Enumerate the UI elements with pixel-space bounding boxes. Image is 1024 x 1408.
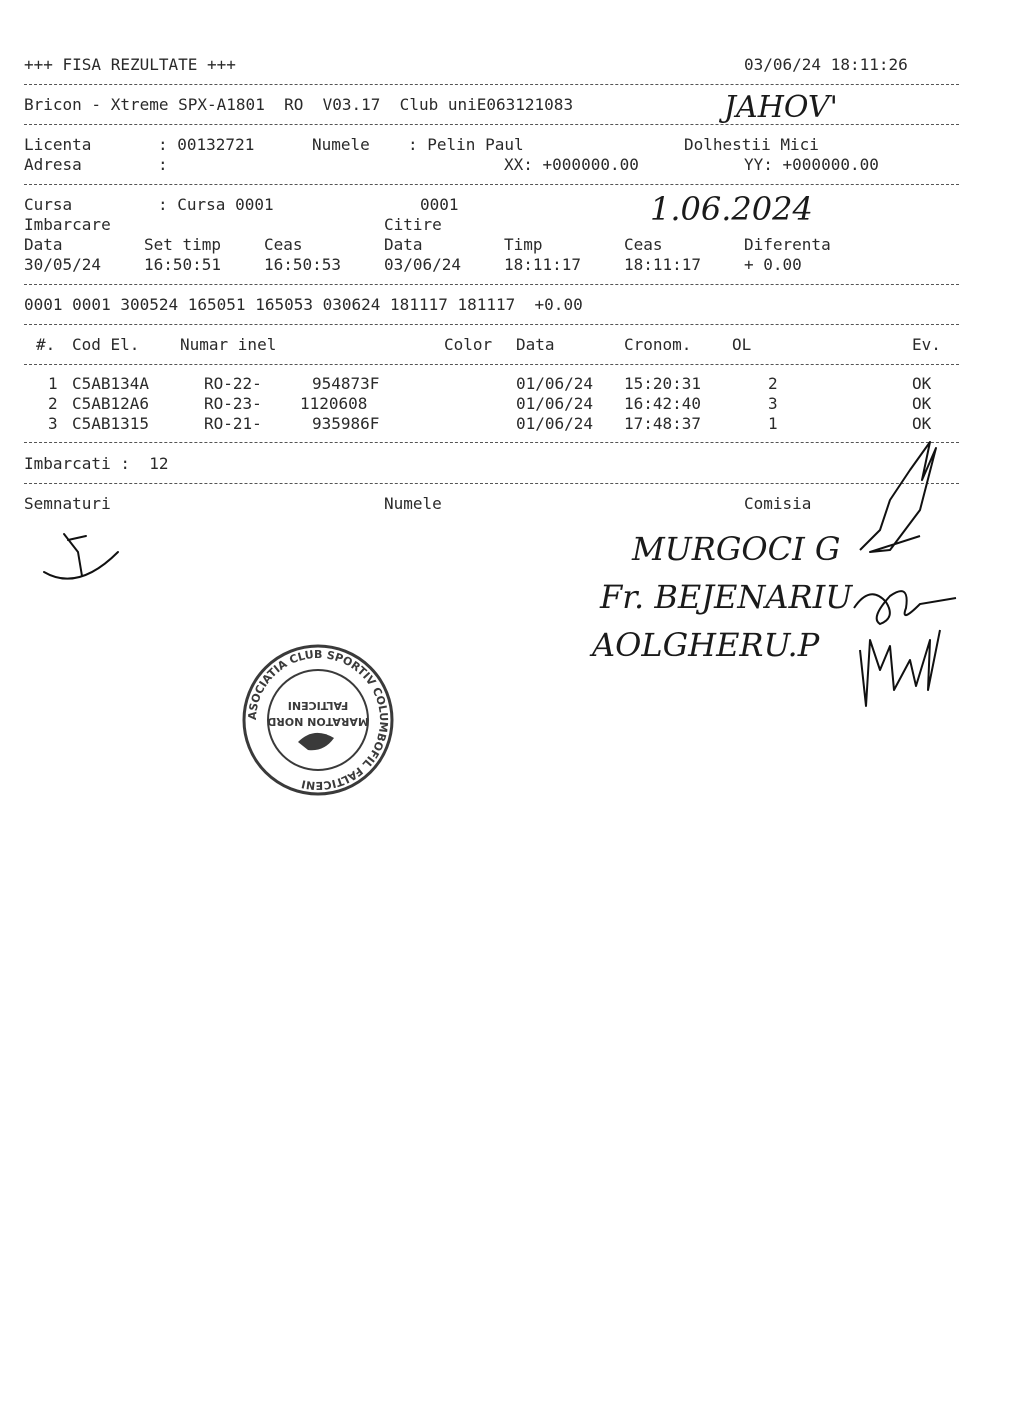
value-set-timp: 16:50:51 bbox=[144, 255, 222, 274]
col-header-timp: Timp bbox=[504, 235, 543, 254]
value-ceas-citire: 18:11:17 bbox=[624, 255, 702, 274]
row-cronom: 17:48:37 bbox=[624, 414, 702, 433]
divider bbox=[24, 284, 959, 285]
semnaturi-label: Semnaturi bbox=[24, 494, 111, 513]
locality: Dolhestii Mici bbox=[684, 135, 819, 154]
adresa-label: Adresa bbox=[24, 155, 82, 174]
row-ev: OK bbox=[912, 394, 932, 413]
commission-name-3: AOLGHERU.P bbox=[592, 626, 820, 664]
club-stamp bbox=[238, 640, 398, 800]
th-ol: OL bbox=[732, 335, 752, 354]
handwritten-name: JAHOV' bbox=[724, 90, 838, 125]
cursa-value: : Cursa 0001 bbox=[158, 195, 274, 214]
code-line: 0001 0001 300524 165051 165053 030624 181117 181117 +0.00 bbox=[24, 295, 583, 314]
commission-name-1: MURGOCI G bbox=[632, 530, 841, 568]
row-data: 01/06/24 bbox=[516, 414, 594, 433]
sheet-timestamp: 03/06/24 18:11:26 bbox=[744, 55, 908, 74]
row-ring: 1120608 bbox=[300, 394, 368, 413]
value-ceas: 16:50:53 bbox=[264, 255, 342, 274]
row-num: 2 bbox=[48, 394, 58, 413]
cursa-code: 0001 bbox=[420, 195, 459, 214]
th-cod: Cod El. bbox=[72, 335, 140, 354]
divider bbox=[24, 124, 959, 125]
divider bbox=[24, 184, 959, 185]
row-ring: 954873F bbox=[312, 374, 380, 393]
value-data: 30/05/24 bbox=[24, 255, 102, 274]
divider bbox=[24, 324, 959, 325]
pigeon-icon bbox=[298, 733, 334, 750]
cursa-label: Cursa bbox=[24, 195, 73, 214]
row-num: 3 bbox=[48, 414, 58, 433]
value-timp: 18:11:17 bbox=[504, 255, 582, 274]
col-header-diferenta: Diferenta bbox=[744, 235, 831, 254]
handwritten-date: 1.06.2024 bbox=[650, 190, 813, 228]
row-prefix: RO-22- bbox=[204, 374, 262, 393]
row-ol: 3 bbox=[768, 394, 778, 413]
th-color: Color bbox=[444, 335, 493, 354]
row-num: 1 bbox=[48, 374, 58, 393]
signature-left bbox=[38, 530, 138, 590]
row-cod: C5AB12A6 bbox=[72, 394, 150, 413]
imbarcare-label: Imbarcare bbox=[24, 215, 111, 234]
row-prefix: RO-21- bbox=[204, 414, 262, 433]
row-cronom: 16:42:40 bbox=[624, 394, 702, 413]
th-cronom: Cronom. bbox=[624, 335, 692, 354]
row-ev: OK bbox=[912, 374, 932, 393]
row-cronom: 15:20:31 bbox=[624, 374, 702, 393]
divider bbox=[24, 483, 959, 484]
numele-label: Numele bbox=[312, 135, 370, 154]
divider bbox=[24, 442, 959, 443]
col-header-set-timp: Set timp bbox=[144, 235, 222, 254]
th-inel: Numar inel bbox=[180, 335, 277, 354]
licenta-value: : 00132721 bbox=[158, 135, 255, 154]
row-ev: OK bbox=[912, 414, 932, 433]
device-line: Bricon - Xtreme SPX-A1801 RO V03.17 Club uniE063121083 bbox=[24, 95, 574, 114]
col-header-data: Data bbox=[24, 235, 63, 254]
th-data: Data bbox=[516, 335, 555, 354]
divider bbox=[24, 84, 959, 85]
row-cod: C5AB1315 bbox=[72, 414, 150, 433]
row-ol: 2 bbox=[768, 374, 778, 393]
row-cod: C5AB134A bbox=[72, 374, 150, 393]
col-header-ceas: Ceas bbox=[264, 235, 303, 254]
numele-value: : Pelin Paul bbox=[408, 135, 524, 154]
stamp-outer-text: ASOCIATIA CLUB SPORTIV COLUMBOFIL FALTICENI bbox=[245, 647, 391, 793]
row-ring: 935986F bbox=[312, 414, 380, 433]
row-data: 01/06/24 bbox=[516, 394, 594, 413]
th-num: #. bbox=[36, 335, 56, 354]
value-diferenta: + 0.00 bbox=[744, 255, 802, 274]
numele-footer-label: Numele bbox=[384, 494, 442, 513]
row-data: 01/06/24 bbox=[516, 374, 594, 393]
col-header-data-citire: Data bbox=[384, 235, 423, 254]
stamp-inner-text-2: MARATON NORD bbox=[267, 715, 369, 728]
signature-commission-3 bbox=[850, 610, 960, 710]
adresa-value: : bbox=[158, 155, 168, 174]
comisia-label: Comisia bbox=[744, 494, 812, 513]
commission-name-2: Fr. BEJENARIU bbox=[600, 578, 853, 616]
row-prefix: RO-23- bbox=[204, 394, 262, 413]
yy-coordinate: YY: +000000.00 bbox=[744, 155, 879, 174]
divider bbox=[24, 364, 959, 365]
sheet-title: +++ FISA REZULTATE +++ bbox=[24, 55, 236, 74]
stamp-inner-text-1: FALTICENI bbox=[287, 699, 349, 712]
value-data-citire: 03/06/24 bbox=[384, 255, 462, 274]
citire-label: Citire bbox=[384, 215, 442, 234]
xx-coordinate: XX: +000000.00 bbox=[504, 155, 639, 174]
imbarcati-count: Imbarcati : 12 bbox=[24, 454, 169, 473]
th-ev: Ev. bbox=[912, 335, 941, 354]
row-ol: 1 bbox=[768, 414, 778, 433]
col-header-ceas-citire: Ceas bbox=[624, 235, 663, 254]
licenta-label: Licenta bbox=[24, 135, 92, 154]
